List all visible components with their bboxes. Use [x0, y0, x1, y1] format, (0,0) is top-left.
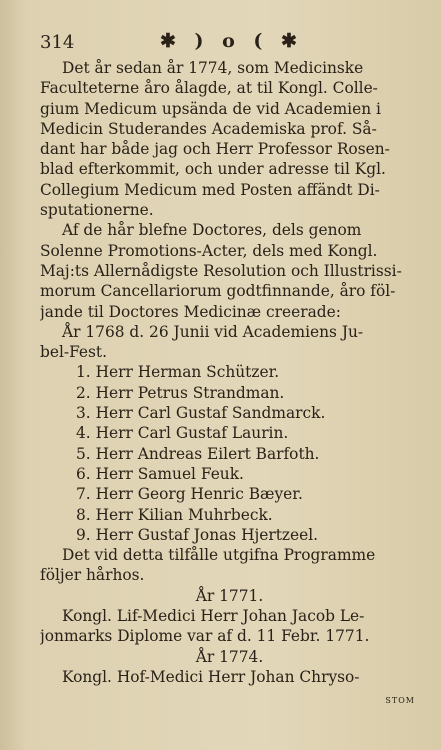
text-line: Kongl. Lif-Medici Herr Johan Jacob Le- [62, 607, 365, 626]
text-line: 7. Herr Georg Henric Bæyer. [76, 485, 303, 504]
text-line: gium Medicum upsända de vid Academien i [40, 99, 381, 118]
text-line: 6. Herr Samuel Feuk. [76, 464, 244, 483]
text-line: 8. Herr Kilian Muhrbeck. [76, 505, 273, 524]
text-line: År 1768 d. 26 Junii vid Academiens Ju- [62, 322, 364, 341]
text-line: 1. Herr Herman Schützer. [76, 363, 280, 382]
text-line: Det år sedan år 1774, som Medicinske [62, 59, 364, 77]
text-line: År 1771. [195, 586, 264, 605]
text-line: Medicin Studerandes Academiska prof. Så- [40, 119, 377, 138]
catchword: stom [385, 692, 415, 706]
text-line: 3. Herr Carl Gustaf Sandmarck. [76, 404, 326, 423]
page-header [40, 30, 419, 58]
text-line: Maj:ts Allernådigste Resolution och Illustrissi- [40, 261, 402, 280]
text-line: 9. Herr Gustaf Jonas Hjertzeel. [76, 525, 319, 544]
text-line: morum Cancellariorum godtfinnande, åro föl- [40, 282, 396, 301]
text-line: Faculteterne åro ålagde, at til Kongl. Colle- [40, 79, 378, 98]
text-line: 5. Herr Andreas Eilert Barfoth. [76, 444, 320, 463]
text-line: bel-Fest. [40, 343, 108, 362]
text-line: 4. Herr Carl Gustaf Laurin. [76, 424, 289, 443]
text-body [40, 58, 419, 687]
text-line: jande til Doctores Medicinæ creerade: [40, 302, 341, 321]
text-line: Kongl. Hof-Medici Herr Johan Chryso- [62, 667, 360, 686]
page-number: 314 [40, 32, 75, 53]
text-line: Det vid detta tilfålle utgifna Programme [62, 546, 376, 565]
text-line: 2. Herr Petrus Strandman. [76, 383, 285, 402]
text-line: följer hårhos. [40, 566, 145, 585]
header-ornament: ✱ ) o ( ✱ [160, 30, 303, 52]
text-line: blad efterkommit, och under adresse til Kgl. [40, 160, 386, 179]
text-line: Collegium Medicum med Posten affändt Di- [40, 180, 380, 199]
text-line: dant har både jag och Herr Professor Rosen- [40, 140, 390, 159]
text-line: Af de hår blefne Doctores, dels genom [62, 221, 362, 240]
text-line: Solenne Promotions-Acter, dels med Kongl. [40, 241, 378, 260]
text-line: sputationerne. [40, 201, 154, 220]
text-line: År 1774. [195, 647, 264, 666]
text-line: jonmarks Diplome var af d. 11 Febr. 1771. [40, 627, 370, 646]
